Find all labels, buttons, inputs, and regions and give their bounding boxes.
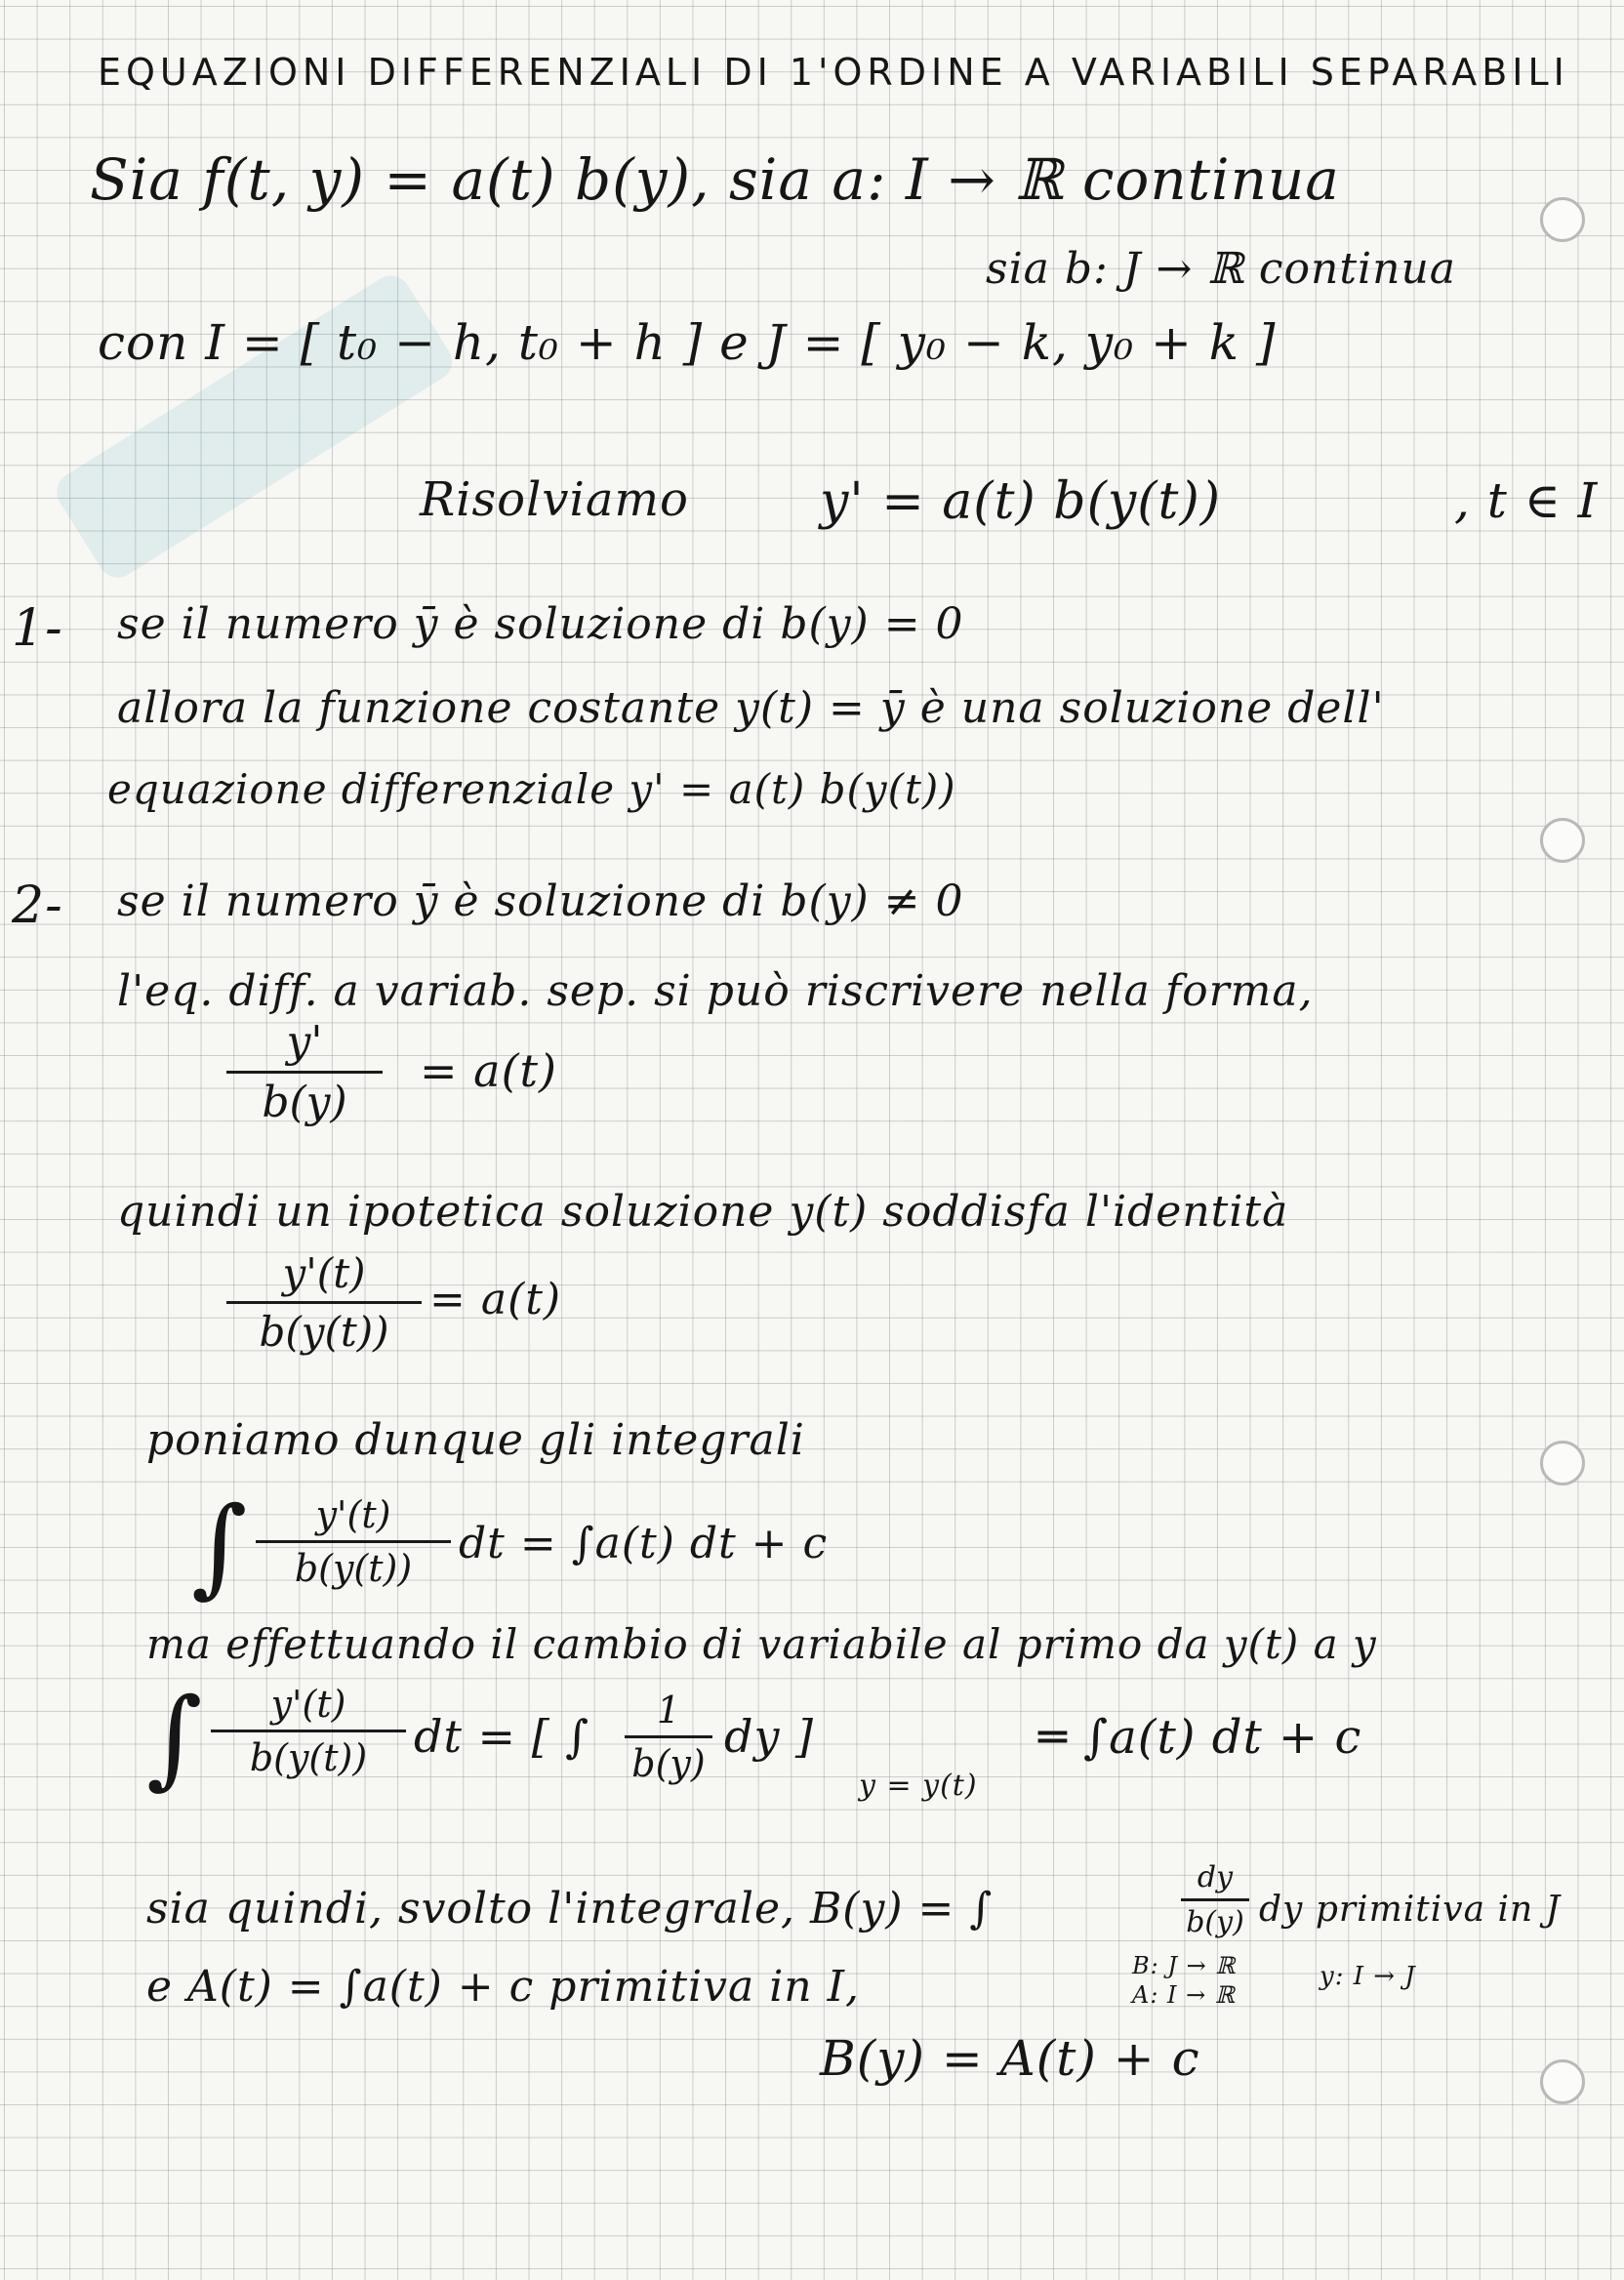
binder-hole bbox=[1540, 197, 1585, 242]
case-1-number: 1- bbox=[12, 599, 63, 658]
fraction-bar bbox=[1181, 1898, 1249, 1901]
case-2-domain-y: y: I → J bbox=[1320, 1962, 1416, 1991]
watermark-logo bbox=[29, 163, 596, 618]
risolviamo-equation: y' = a(t) b(y(t)) bbox=[820, 472, 1222, 531]
binder-hole bbox=[1540, 1441, 1585, 1486]
case-1-line-1: se il numero ȳ è soluzione di b(y) = 0 bbox=[117, 599, 964, 649]
fraction-bar bbox=[226, 1071, 383, 1074]
integral-2-substitution: y = y(t) bbox=[859, 1769, 978, 1803]
integral-2-inner-denominator: b(y) bbox=[631, 1742, 706, 1785]
primitive-fraction-numerator: dy bbox=[1197, 1860, 1234, 1894]
integral-2-fraction bbox=[211, 1683, 406, 1779]
case-2-number: 2- bbox=[12, 876, 63, 935]
case-2-domain-b: B: J → ℝ bbox=[1132, 1952, 1237, 1979]
integral-2-rhs: ═ ∫a(t) dt + c bbox=[1038, 1710, 1362, 1765]
case-2-line-6-end: dy primitiva in J bbox=[1259, 1890, 1562, 1930]
fraction-bar bbox=[226, 1301, 422, 1304]
integral-2-denominator: b(y(t)) bbox=[249, 1736, 368, 1779]
case-2-line-1: se il numero ȳ è soluzione di b(y) ≠ 0 bbox=[117, 876, 964, 926]
risolviamo-domain: , t ∈ I bbox=[1454, 472, 1599, 529]
integral-1-rhs: dt = ∫a(t) dt + c bbox=[459, 1519, 829, 1568]
case-1-line-3: equazione differenziale y' = a(t) b(y(t)) bbox=[107, 765, 956, 813]
case-1-line-2: allora la funzione costante y(t) = ȳ è una soluzione dell' bbox=[117, 683, 1385, 733]
fraction-2-rhs: = a(t) bbox=[429, 1275, 562, 1324]
integral-2-middle: dt = [ ∫ bbox=[414, 1710, 590, 1763]
intro-line-2: sia b: J → ℝ continua bbox=[986, 244, 1457, 294]
fraction-2-denominator: b(y(t)) bbox=[259, 1308, 389, 1356]
fraction-bar bbox=[256, 1540, 451, 1543]
intro-line-1: Sia f(t, y) = a(t) b(y), sia a: I → ℝ continua bbox=[90, 146, 1340, 213]
binder-hole bbox=[1540, 2059, 1585, 2104]
integral-2-inner-numerator: 1 bbox=[656, 1689, 681, 1731]
binder-hole bbox=[1540, 818, 1585, 863]
integral-2-close: dy ] bbox=[724, 1710, 815, 1763]
case-2-line-5: ma effettuando il cambio di variabile al primo da y(t) a y bbox=[146, 1620, 1377, 1668]
fraction-1-numerator: y' bbox=[286, 1017, 323, 1067]
page-title: EQUAZIONI DIFFERENZIALI DI 1'ORDINE A VARIABILI SEPARABILI bbox=[98, 51, 1569, 94]
fraction-bar bbox=[625, 1735, 712, 1738]
final-equation: B(y) = A(t) + c bbox=[820, 2030, 1200, 2087]
fraction-bar bbox=[211, 1730, 406, 1732]
fraction-1-denominator: b(y) bbox=[262, 1078, 347, 1127]
integral-2-inner-fraction bbox=[625, 1689, 712, 1785]
fraction-2-numerator: y'(t) bbox=[282, 1249, 366, 1297]
fraction-1-rhs: = a(t) bbox=[420, 1044, 557, 1097]
risolviamo-label: Risolviamo bbox=[420, 472, 689, 527]
integral-2-numerator: y'(t) bbox=[270, 1683, 346, 1726]
case-2-line-7: e A(t) = ∫a(t) + c primitiva in I, bbox=[146, 1962, 860, 2012]
case-2-line-3: quindi un ipotetica soluzione y(t) soddisfa l'identità bbox=[117, 1187, 1289, 1237]
primitive-fraction bbox=[1181, 1860, 1249, 1939]
case-2-line-6: sia quindi, svolto l'integrale, B(y) = ∫ bbox=[146, 1884, 994, 1934]
integral-sign-icon: ∫ bbox=[191, 1484, 248, 1608]
integral-1-numerator: y'(t) bbox=[315, 1493, 391, 1536]
primitive-fraction-denominator: b(y) bbox=[1186, 1905, 1244, 1939]
fraction-2 bbox=[226, 1249, 422, 1356]
case-2-domain-a: A: I → ℝ bbox=[1132, 1981, 1236, 2009]
integral-1-denominator: b(y(t)) bbox=[294, 1547, 413, 1590]
case-2-line-2: l'eq. diff. a variab. sep. si può riscrivere nella forma, bbox=[117, 966, 1314, 1016]
case-2-line-4: poniamo dunque gli integrali bbox=[146, 1415, 805, 1465]
integral-sign-icon: ∫ bbox=[146, 1675, 203, 1800]
integral-1-fraction bbox=[256, 1493, 451, 1590]
intro-line-3: con I = [ t₀ − h, t₀ + h ] e J = [ y₀ − k, y₀ + k ] bbox=[98, 314, 1277, 371]
fraction-1 bbox=[226, 1017, 383, 1127]
